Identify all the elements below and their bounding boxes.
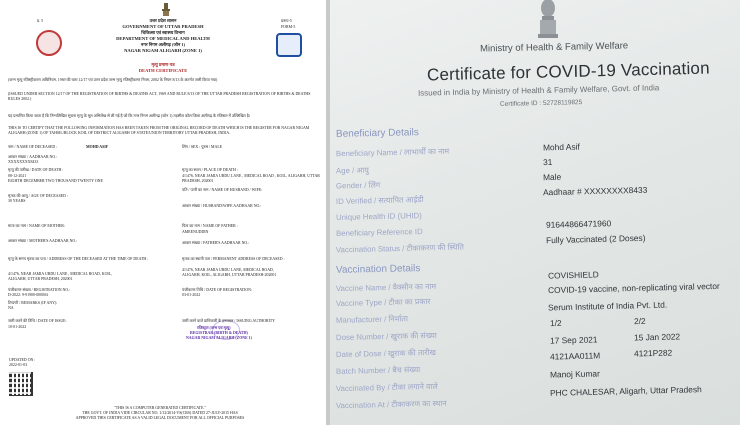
- registrar-en: REGISTRAR (BIRTH & DEATH): [190, 331, 248, 335]
- dose-1-date: 17 Sep 2021: [549, 334, 598, 346]
- dept-en: DEPARTMENT OF MEDICAL AND HEALTH: [116, 36, 210, 41]
- mother-aadhaar-label: आधार संख्या / MOTHER'S AADHAAR NO.:: [8, 239, 78, 243]
- dose-1-batch: 4121AA011M: [549, 350, 601, 362]
- vaccination-status-label: Vaccination Status / टीकाकरण की स्थिति: [335, 242, 465, 255]
- certificate-title: Certificate for COVID-19 Vaccination: [426, 58, 710, 85]
- national-emblem-icon: [158, 2, 174, 17]
- husband-label: पति / पत्नी का नाम / NAME OF HUSBAND / WIFE:: [182, 188, 263, 192]
- nagar-en: NAGAR NIGAM ALIGARH (ZONE 1): [124, 48, 202, 53]
- footer-line-1: "THIS IS A COMPUTER GENERATED CERTIFICATE.": [114, 406, 206, 410]
- age-label: मृतक की आयु / AGE OF DECEASED :: [8, 194, 69, 198]
- death-certificate: [0, 0, 326, 425]
- spouse-aadhaar-label: आधार संख्या / HUSBAND/WIFE AADHAAR NO.:: [182, 204, 262, 208]
- dod-label: मृत्यु की तारीख / DATE OF DEATH :: [8, 168, 64, 172]
- name-value: MOHD ASIF: [86, 145, 109, 149]
- father-aadhaar-label: आधार संख्या / FATHER'S AADHAAR NO.:: [182, 241, 250, 245]
- vaccine-name-label: Vaccine Name / वैक्सीन का नाम: [335, 281, 437, 294]
- dod-value: 08-12-2021: [8, 174, 27, 178]
- father-label: पिता का नाम / NAME OF FATHER :: [182, 224, 238, 228]
- dose-2-date: 15 Jan 2022: [633, 331, 681, 343]
- beneficiary-ref-label: Beneficiary Reference ID: [335, 227, 423, 238]
- issue-label: जारी करने की तिथि / DATE OF ISSUE:: [8, 319, 67, 323]
- sex-label: लिंग / SEX : पुरुष / MALE: [182, 145, 223, 149]
- aadhaar-label: आधार संख्या / AADHAAR NO.:: [8, 155, 58, 159]
- age-label: Age / आयु: [335, 165, 369, 176]
- aadhaar-value: XXXXXXXX8433: [8, 160, 39, 164]
- form-number-left: प्र. 5: [37, 19, 44, 23]
- addr-time-label: मृत्यु के समय मृतक का पता / ADDRESS OF THE DECEASED AT THE TIME OF DEATH :: [8, 257, 149, 261]
- cert-title-en: DEATH CERTIFICATE: [138, 68, 188, 73]
- regno-value: D-2022: 9-91900-000004: [8, 293, 48, 297]
- addr-time-value: 4/1476, NEAR JAMIA URDU LANE , MEDICAL ROAD, KOIL, ALIGARH, UTTAR PRADESH, 202001: [8, 272, 113, 281]
- id-verified-value: Aadhaar # XXXXXXXX8433: [542, 184, 648, 198]
- vaccinated-by-value: Manoj Kumar: [549, 368, 600, 380]
- batch-number-label: Batch Number / बैच संख्या: [335, 365, 421, 376]
- issued-by: Issued in India by Ministry of Health & Family Welfare, Govt. of India: [417, 83, 660, 98]
- name-label: नाम / NAME OF DECEASED :: [8, 145, 58, 149]
- regdate-label: पंजीकरण तिथि / DATE OF REGISTRATION:: [182, 288, 253, 292]
- regdate-value: 03-01-2022: [182, 293, 201, 297]
- beneficiary-ref-value: 91644866471960: [545, 218, 612, 230]
- vaccination-certificate: [330, 0, 740, 425]
- issued-hindi: (जन्म मृत्यु रजिस्ट्रीकरण अधिनियम, 1969 की धारा 12/17 एवं उत्तर प्रदेश जन्म मृत्यु रजिस्ट्रीकरण नियम, 2002 के नियम 8/13 के अंतर्गत जारी किया गया): [8, 78, 218, 82]
- beneficiary-name-label: Beneficiary Name / लाभार्थी का नाम: [335, 146, 450, 159]
- vaccination-at-label: Vaccination At / टीकाकरण का स्थान: [335, 398, 447, 411]
- form-label-right: FORM-5: [281, 25, 296, 29]
- updated-label: UPDATED ON :: [9, 358, 36, 362]
- cert-title-hindi: मृत्यु प्रमाण-पत्र: [151, 62, 175, 67]
- perm-addr-label: मृतक का स्थायी पता / PERMANENT ADDRESS OF DECEASED :: [182, 257, 285, 261]
- vaccination-at-value: PHC CHALESAR, Aligarh, Uttar Pradesh: [549, 384, 702, 398]
- pod-value: 4/1476, NEAR JAMIA URDU LANE , MEDICAL ROAD , KOIL, ALIGARH, UTTAR PRADESH, 202001: [182, 174, 320, 183]
- updated-value: 2022-01-03: [9, 363, 28, 367]
- national-emblem-icon: [533, 0, 563, 40]
- dept-hindi: चिकित्सा एवं स्वास्थ्य विभाग: [141, 30, 185, 35]
- certify-hindi: यह प्रमाणित किया जाता है कि निम्नलिखित सूचना मृत्यु के मूल अभिलेख से ली गई है जो कि नगर निगम अलीगढ़ (जोन 1) तहसील कोल जिला अलीगढ़ के रजिस्टर में उल्लिखित है।: [8, 114, 251, 118]
- form-number-hindi: प्ररूप-5: [281, 19, 292, 23]
- issued-en: (ISSUED UNDER SECTION 12/17 OF THE REGISTRATION OF BIRTHS & DEATHS ACT, 1969 AND RULE 8/13 OF THE UTTAR PRADESH REGISTRATION OF BIRTHS & DEATHS RULES 2002.): [8, 92, 311, 101]
- dose-1-number: 1/2: [549, 317, 562, 329]
- id-verified-label: ID Verified / सत्यापित आईडी: [335, 195, 424, 206]
- remarks-label: टिप्पणी / REMARKS (IF ANY):: [8, 301, 58, 305]
- manufacturer-label: Manufacturer / निर्माता: [335, 314, 409, 325]
- nagar-hindi: नगर निगम अलीगढ़ (जोन 1): [140, 42, 186, 47]
- gov-en: GOVERNMENT OF UTTAR PRADESH: [122, 24, 204, 29]
- gender-value: Male: [542, 171, 562, 183]
- dose-2-batch: 4121P282: [633, 347, 673, 359]
- dose-number-label: Dose Number / खुराक की संख्या: [335, 330, 437, 343]
- regno-label: पंजीकरण संख्या / REGISTRATION NO.:: [8, 288, 71, 292]
- certificate-id: Certificate ID : 52728119825: [499, 99, 583, 108]
- remarks-value: NA: [8, 306, 14, 310]
- authority-label: जारी करने वाले प्राधिकारी के हस्ताक्षर / ISSUING AUTHORITY: [182, 319, 276, 323]
- vaccine-type-value: COVID-19 vaccine, non-replicating viral vector: [547, 280, 720, 296]
- registrar-hindi: रजिस्ट्रार (जन्म एवं मृत्यु): [197, 326, 231, 330]
- age-value: 30 YEARS: [8, 199, 26, 203]
- perm-addr-value: 4/1476, NEAR JAMIA URDU LANE, MEDICAL ROAD, ALIGARH, KOIL, ALIGARH, UTTAR PRADESH-202001: [182, 268, 277, 277]
- footer-line-3: APPROVED THIS CERTIFICATE AS A VALID LEGAL DOCUMENT FOR ALL OFFICIAL PURPOSES: [75, 416, 245, 420]
- uhid-label: Unique Health ID (UHID): [335, 211, 422, 222]
- mother-label: माता का नाम / NAME OF MOTHER:: [8, 224, 65, 228]
- pod-label: मृत्यु का स्थान / PLACE OF DEATH :: [182, 168, 238, 172]
- manufacturer-value: Serum Institute of India Pvt. Ltd.: [547, 299, 668, 313]
- vaccinated-by-label: Vaccinated By / टीका लगाने वाले: [335, 381, 438, 394]
- vaccine-name-value: COVISHIELD: [547, 269, 599, 281]
- footer-line-2: THE GOVT. OF INDIA VIDE CIRCULAR NO. 1/12/2014-VS(CRS) DATED 27-JULY-2015 HAS: [82, 411, 238, 415]
- issue-value: 10-01-2022: [8, 325, 27, 329]
- dose-date-label: Date of Dose / खुराक की तारीख: [335, 347, 437, 360]
- gender-label: Gender / लिंग: [335, 180, 381, 191]
- dose-2-number: 2/2: [633, 315, 646, 327]
- vaccination-heading: Vaccination Details: [335, 263, 421, 276]
- certify-en: THIS IS TO CERTIFY THAT THE FOLLOWING INFORMATION HAS BEEN TAKEN FROM THE ORIGINAL RECORD OF DEATH WHICH IS THE REGISTER FOR NAGAR NIGAM ALIGARH (ZONE 1) OF TAHSIL/BLOCK KOIL OF DISTRICT ALIGARH OF STATE/UNION TERRITORY UTTAR PRADESH, INDIA.: [8, 126, 310, 135]
- ministry-name: Ministry of Health & Family Welfare: [479, 40, 629, 55]
- gov-hindi: उत्तर प्रदेश शासन: [149, 18, 177, 23]
- beneficiary-name-value: Mohd Asif: [542, 141, 580, 153]
- up-government-logo: [36, 30, 62, 56]
- vaccination-status-value: Fully Vaccinated (2 Doses): [545, 232, 646, 246]
- registrar-nagar: NAGAR NIGAM ALIGARH (ZONE 1): [186, 336, 252, 340]
- age-value: 31: [542, 156, 553, 168]
- vaccine-type-label: Vaccine Type / टीका का प्रकार: [335, 296, 431, 309]
- beneficiary-heading: Beneficiary Details: [335, 127, 419, 140]
- father-value: AMEENUDDIN: [182, 230, 209, 234]
- dod-words: EIGHTH DECEMBER TWO THOUSAND TWENTY ONE: [8, 179, 103, 183]
- registration-logo: [276, 33, 302, 57]
